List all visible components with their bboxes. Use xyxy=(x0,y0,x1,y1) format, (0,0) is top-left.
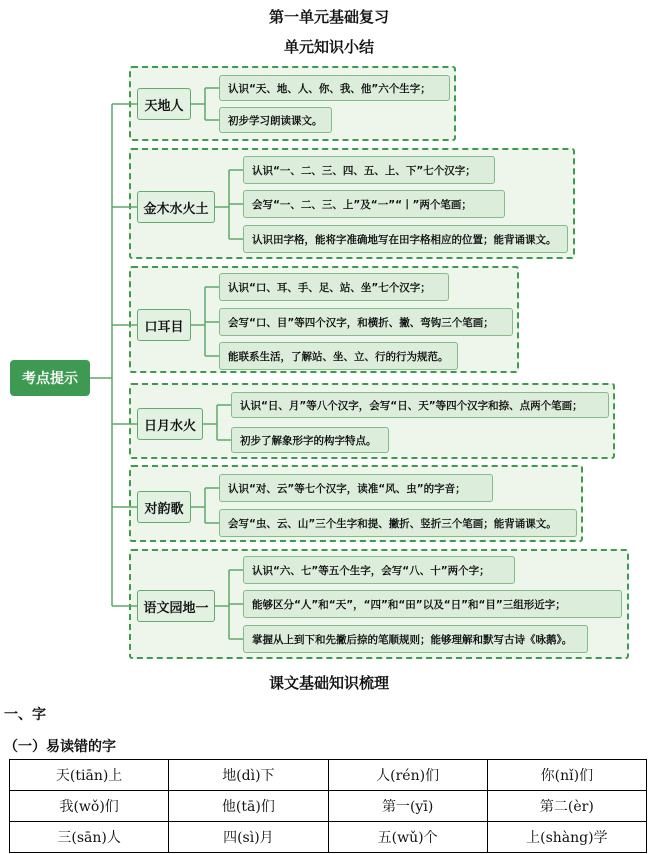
knowledge-point: 掌握从上到下和先撇后捺的笔顺规则；能够理解和默写古诗《咏鹅》。 xyxy=(243,625,588,653)
table-row xyxy=(10,760,647,791)
table-cell: 他(tā)们 xyxy=(169,791,328,822)
subsection-heading-misread: （一）易读错的字 xyxy=(4,739,116,755)
table-cell: 地(dì)下 xyxy=(169,760,328,791)
table-cell: 上(shàng)学 xyxy=(487,822,646,853)
knowledge-point: 会写“口、目”等四个汉字，和横折、撇、弯钩三个笔画； xyxy=(219,308,513,336)
table-cell: 第二(èr) xyxy=(487,791,646,822)
table-cell: 天(tiān)上 xyxy=(10,760,169,791)
knowledge-point: 认识“天、地、人、你、我、他”六个生字； xyxy=(219,75,450,101)
table-cell: 第一(yī) xyxy=(328,791,487,822)
topic-node: 对韵歌 xyxy=(137,491,191,523)
knowledge-point: 能够区分“人”和“天”，“四”和“田”以及“日”和“目”三组形近字； xyxy=(243,590,622,618)
page-title: 第一单元基础复习 xyxy=(268,8,389,26)
knowledge-point: 初步学习朗读课文。 xyxy=(219,107,332,133)
knowledge-point: 会写“一、二、三、上”及“一”“丨”两个笔画； xyxy=(243,190,505,218)
root-node: 考点提示 xyxy=(10,360,90,396)
topic-node: 语文园地一 xyxy=(137,590,215,622)
topic-node: 金木水火土 xyxy=(137,191,215,223)
topic-node: 天地人 xyxy=(137,88,191,120)
table-cell: 三(sān)人 xyxy=(10,822,169,853)
table-cell: 人(rén)们 xyxy=(328,760,487,791)
knowledge-point: 认识“六、七”等五个生字，会写“八、十”两个字； xyxy=(243,556,515,584)
knowledge-point: 认识“一、二、三、四、五、上、下”七个汉字； xyxy=(243,156,495,184)
topic-node: 口耳目 xyxy=(137,309,191,341)
table-cell: 我(wǒ)们 xyxy=(10,791,169,822)
knowledge-point: 会写“虫、云、山”三个生字和提、撇折、竖折三个笔画；能背诵课文。 xyxy=(219,509,577,537)
knowledge-point: 初步了解象形字的构字特点。 xyxy=(231,427,389,453)
section-heading-characters: 一、字 xyxy=(4,707,46,723)
table-cell: 五(wǔ)个 xyxy=(328,822,487,853)
knowledge-point: 认识田字格，能将字准确地写在田字格相应的位置；能背诵课文。 xyxy=(243,225,568,253)
misread-characters-table xyxy=(9,759,647,853)
knowledge-point: 认识“对、云”等七个汉字，读准“风、虫”的字音； xyxy=(219,474,493,502)
knowledge-point: 能联系生活，了解站、坐、立、行的行为规范。 xyxy=(219,342,458,370)
knowledge-point: 认识“日、月”等八个汉字，会写“日、天”等四个汉字和捺、点两个笔画； xyxy=(231,392,609,418)
topic-node: 日月水火 xyxy=(137,408,203,440)
section-title: 课文基础知识梳理 xyxy=(268,674,389,692)
page-subtitle: 单元知识小结 xyxy=(283,38,374,56)
table-row xyxy=(10,822,647,853)
table-cell: 四(sì)月 xyxy=(169,822,328,853)
table-row xyxy=(10,791,647,822)
table-cell: 你(nǐ)们 xyxy=(487,760,646,791)
knowledge-point: 认识“口、耳、手、足、站、坐”七个汉字； xyxy=(219,273,449,301)
